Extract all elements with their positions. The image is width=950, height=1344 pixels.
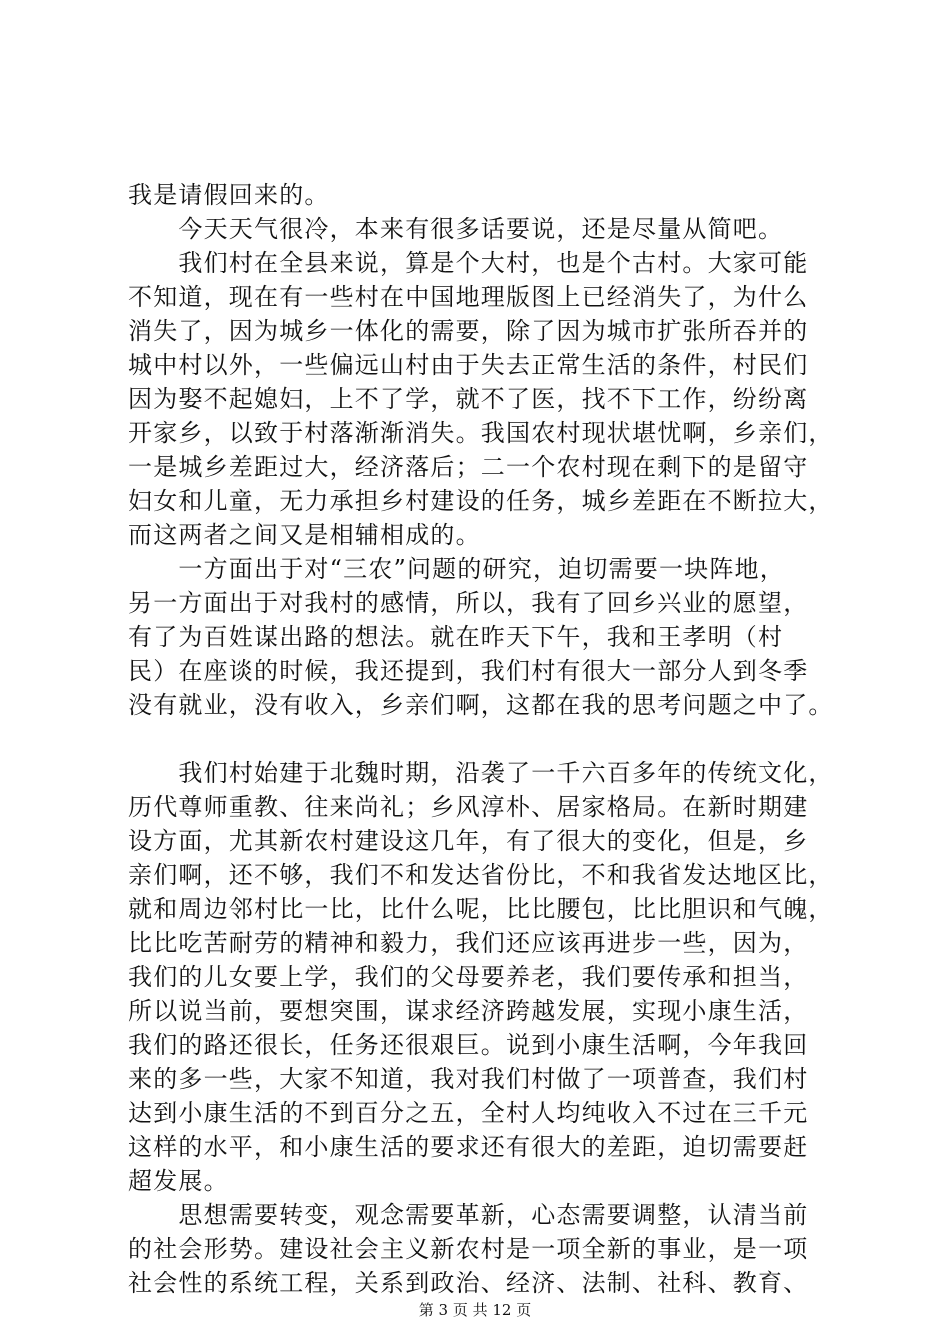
text-line: 妇女和儿童，无力承担乡村建设的任务，城乡差距在不断拉大， (128, 487, 834, 515)
text-line: 思想需要转变，观念需要革新，心态需要调整，认清当前 (128, 1201, 809, 1229)
text-line: 来的多一些，大家不知道，我对我们村做了一项普查，我们村 (128, 1065, 809, 1093)
text-line: 一方面出于对“三农”问题的研究，迫切需要一块阵地， (128, 555, 785, 583)
text-line: 我们的儿女要上学，我们的父母要养老，我们要传承和担当， (128, 963, 809, 991)
text-line: 一是城乡差距过大，经济落后；二一个农村现在剩下的是留守 (128, 453, 809, 481)
text-line: 达到小康生活的不到百分之五，全村人均纯收入不过在三千元 (128, 1099, 809, 1127)
text-line: 这样的水平，和小康生活的要求还有很大的差距，迫切需要赶 (128, 1133, 809, 1161)
text-line: 我是请假回来的。 (128, 181, 330, 209)
text-line: 消失了，因为城乡一体化的需要，除了因为城市扩张所吞并的 (128, 317, 809, 345)
text-line: 设方面，尤其新农村建设这几年，有了很大的变化，但是，乡 (128, 827, 809, 855)
text-line: 就和周边邻村比一比，比什么呢，比比腰包，比比胆识和气魄， (128, 895, 834, 923)
text-line: 因为娶不起媳妇，上不了学，就不了医，找不下工作，纷纷离 (128, 385, 809, 413)
text-line: 不知道，现在有一些村在中国地理版图上已经消失了，为什么 (128, 283, 809, 311)
text-line: 今天天气很冷，本来有很多话要说，还是尽量从简吧。 (128, 215, 784, 243)
text-line: 民）在座谈的时候，我还提到，我们村有很大一部分人到冬季 (128, 657, 809, 685)
text-line: 超发展。 (128, 1167, 229, 1195)
text-line: 社会性的系统工程，关系到政治、经济、法制、社科、教育、 (128, 1269, 809, 1297)
page-number-footer: 第 3 页 共 12 页 (418, 1301, 532, 1319)
text-line: 亲们啊，还不够，我们不和发达省份比，不和我省发达地区比， (128, 861, 834, 889)
text-line: 的社会形势。建设社会主义新农村是一项全新的事业，是一项 (128, 1235, 809, 1263)
text-line: 开家乡，以致于村落渐渐消失。我国农村现状堪忧啊，乡亲们， (128, 419, 834, 447)
text-line: 城中村以外，一些偏远山村由于失去正常生活的条件，村民们 (128, 351, 809, 379)
text-line: 所以说当前，要想突围，谋求经济跨越发展，实现小康生活， (128, 997, 809, 1025)
text-line: 我们的路还很长，任务还很艰巨。说到小康生活啊，今年我回 (128, 1031, 809, 1059)
text-line: 没有就业，没有收入，乡亲们啊，这都在我的思考问题之中了。 (128, 691, 834, 719)
text-line: 我们村始建于北魏时期，沿袭了一千六百多年的传统文化， (128, 759, 834, 787)
text-line: 历代尊师重教、往来尚礼；乡风淳朴、居家格局。在新时期建 (128, 793, 809, 821)
text-line: 有了为百姓谋出路的想法。就在昨天下午，我和王孝明（村 (128, 623, 784, 651)
text-line: 而这两者之间又是相辅相成的。 (128, 521, 481, 549)
text-line: 比比吃苦耐劳的精神和毅力，我们还应该再进步一些，因为， (128, 929, 809, 957)
text-line: 我们村在全县来说，算是个大村，也是个古村。大家可能 (128, 249, 809, 277)
text-line: 另一方面出于对我村的感情，所以，我有了回乡兴业的愿望， (128, 589, 809, 617)
